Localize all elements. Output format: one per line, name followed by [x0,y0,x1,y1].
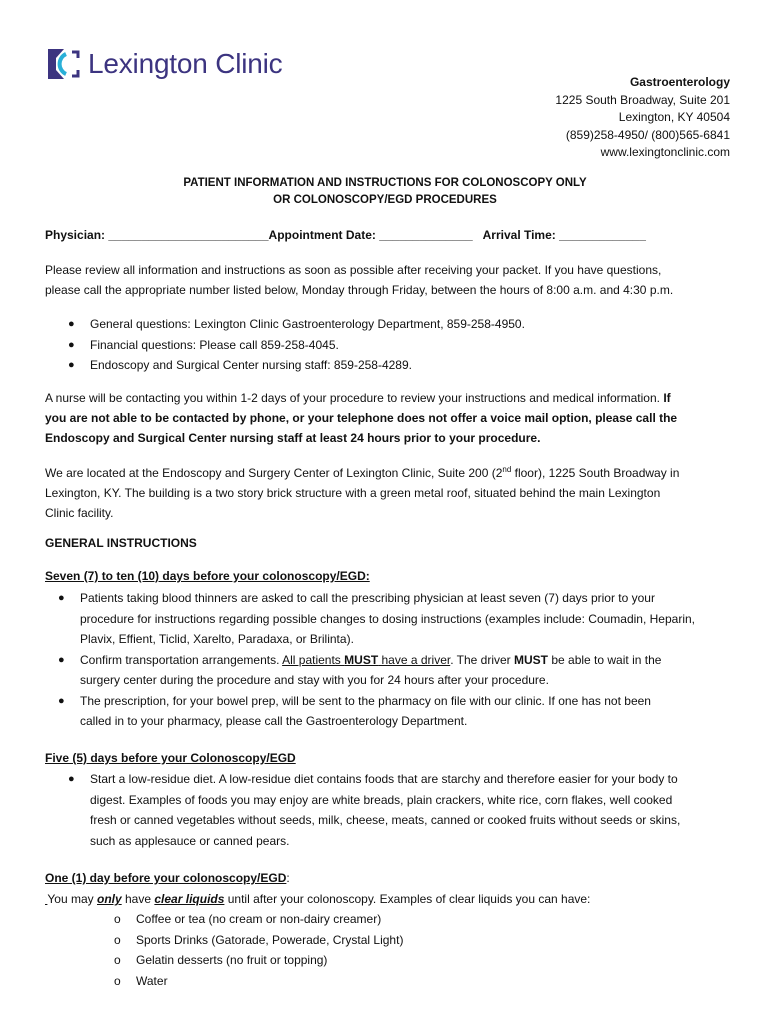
contact-nursing: Endoscopy and Surgical Center nursing staff: 859-258-4289. [90,358,412,372]
driver-wait-text: . The driver [450,652,515,667]
one-day-heading-text: One (1) day before your colonoscopy/EGD [45,871,287,885]
blood-thinner-line-3: Plavix, Effient, Ticlid, Xarelto, Paradaxa, or Brilinta). [80,632,354,646]
clinic-address-block [555,74,730,162]
title-line-2: OR COLONOSCOPY/EGD PROCEDURES [273,194,497,206]
diet-line-3: fresh or canned vegetables without seeds, milk, cheese, meats, canned or cooked fruits without seeds or skins, [90,813,681,827]
intro-line-2: please call the appropriate number listed below, Monday through Friday, between the hours of 8:00 a.m. and 4:30 p.m. [45,283,674,297]
hollow-bullet-icon: o [114,932,121,947]
list-item [58,650,740,691]
driver-required-text: All patients [282,652,345,667]
intro-paragraph [45,260,730,300]
clinic-logo-icon [44,46,80,82]
clear-liquids-emphasis: clear liquids [154,892,225,906]
driver-wait-text-cont: be able to wait in the [548,652,662,667]
department-name: Gastroenterology [629,75,730,89]
clear-liquids-text-b: have [121,892,155,906]
blood-thinner-line-2: procedure for instructions regarding possible changes to dosing instructions (examples include: Coumadin, Heparin, [80,611,695,626]
clear-liquids-list [114,909,696,991]
liquid-water: Water [136,973,168,988]
nurse-emphasis: If [663,391,671,405]
logo-text: Lexington Clinic [88,48,283,79]
hollow-bullet-icon: o [114,973,121,988]
website-link[interactable]: www.lexingtonclinic.com [600,145,730,159]
diet-line-1: Start a low-residue diet. A low-residue diet contains foods that are starchy and therefore easier for your body to [90,772,678,786]
hollow-bullet-icon: o [114,912,121,926]
diet-line-2: digest. Examples of foods you may enjoy are white breads, plain crackers, white rice, corn flakes, well cooked [90,792,673,807]
contact-financial: Financial questions: Please call 859-258-4045. [90,337,339,352]
general-instructions-heading: GENERAL INSTRUCTIONS [45,536,197,550]
transport-line-2: surgery center during the procedure and stay with you for 24 hours after your procedure. [80,673,549,687]
blood-thinner-line-1: Patients taking blood thinners are asked to call the prescribing physician at least seven (7) days prior to your [80,591,655,605]
list-item [114,930,696,951]
intro-line-1: Please review all information and instructions as soon as possible after receiving your packet. If you have questions, [45,263,662,277]
location-paragraph [45,460,730,523]
five-days-list [68,769,735,851]
appointment-fields [45,228,646,242]
list-item [114,909,696,930]
nurse-emphasis-line-2: you are not able to be contacted by phone, or your telephone does not offer a voice mail option, please call the [45,411,678,425]
bullet-icon: ● [58,694,65,707]
bullet-icon: ● [58,592,65,604]
location-line-2: Lexington, KY. The building is a two story brick structure with a green metal roof, situated behind the main Lexington [45,486,661,500]
bullet-icon: ● [68,338,75,351]
seven-days-list [58,588,740,732]
clear-liquids-text: You may [47,892,97,906]
list-item [114,950,696,971]
physician-field[interactable]: Physician: ________________________ [45,228,269,242]
bullet-icon: ● [58,653,65,666]
driver-text: have a driver [378,652,451,667]
driver-must-text: MUST [344,652,379,667]
document-title [0,175,770,209]
liquid-coffee: Coffee or tea (no cream or non-dairy creamer) [136,912,382,926]
prescription-line-2: called in to your pharmacy, please call the Gastroenterology Department. [80,714,468,728]
nurse-paragraph [45,388,730,448]
location-text-cont: floor), 1225 South Broadway in [511,466,680,480]
list-item [114,971,696,992]
driver-must-emphasis: MUST [514,652,549,667]
list-item [68,314,730,335]
hollow-bullet-icon: o [114,953,121,967]
list-item [68,335,730,356]
list-item [58,691,740,732]
bullet-icon: ● [68,773,75,785]
seven-days-heading: Seven (7) to ten (10) days before your colonoscopy/EGD: [45,569,370,583]
contact-list [68,314,730,376]
diet-line-4: such as applesauce or canned pears. [90,833,290,848]
location-text: We are located at the Endoscopy and Surgery Center of Lexington Clinic, Suite 200 (2 [45,466,503,480]
prescription-line-1: The prescription, for your bowel prep, will be sent to the pharmacy on file with our clinic. If one has not been [80,693,651,708]
liquid-gelatin: Gelatin desserts (no fruit or topping) [136,953,328,967]
appointment-date-field[interactable]: Appointment Date: ______________ [268,228,473,242]
title-line-1: PATIENT INFORMATION AND INSTRUCTIONS FOR COLONOSCOPY ONLY [183,177,587,189]
contact-general: General questions: Lexington Clinic Gastroenterology Department, 859-258-4950. [90,317,525,331]
address-line-1: 1225 South Broadway, Suite 201 [555,92,730,107]
clinic-logo [44,46,282,82]
only-emphasis: only [97,892,122,906]
list-item [68,355,730,376]
transport-text: Confirm transportation arrangements. [80,652,283,667]
arrival-time-field[interactable]: Arrival Time: _____________ [482,228,646,242]
location-line-3: Clinic facility. [45,506,114,520]
clear-liquids-text-c: until after your colonoscopy. Examples of clear liquids you can have: [224,892,591,906]
one-day-heading [45,871,290,885]
list-item [68,769,735,851]
list-item [58,588,740,650]
address-line-2: Lexington, KY 40504 [618,110,730,124]
nurse-emphasis-line-3: Endoscopy and Surgical Center nursing staff at least 24 hours prior to your procedure. [45,431,541,445]
five-days-heading: Five (5) days before your Colonoscopy/EGD [45,751,296,765]
nurse-text: A nurse will be contacting you within 1-2 days of your procedure to review your instructions and medical information. [45,391,664,405]
bullet-icon: ● [68,359,75,371]
bullet-icon: ● [68,318,75,330]
phone-numbers: (859)258-4950/ (800)565-6841 [565,127,730,142]
liquid-sports-drinks: Sports Drinks (Gatorade, Powerade, Crystal Light) [136,932,404,947]
ordinal-suffix: nd [502,465,512,474]
one-day-heading-colon: : [286,871,290,885]
clear-liquids-intro [45,889,730,909]
